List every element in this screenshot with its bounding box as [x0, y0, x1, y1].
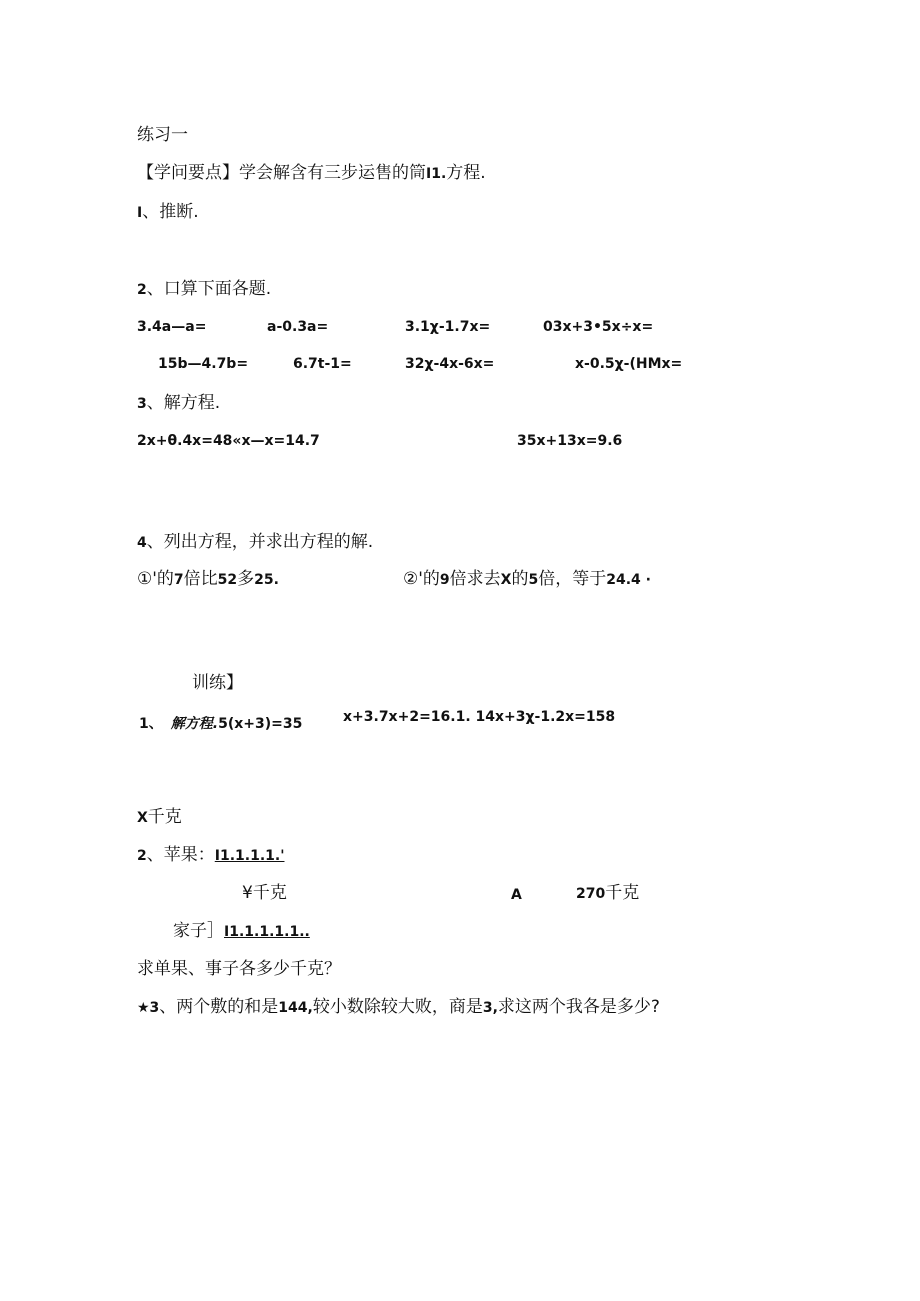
key-points [137, 163, 486, 184]
question-4b-prefix: ②'的 [403, 569, 440, 589]
apple-question: 求单果、事子各多少千克？ [137, 959, 341, 979]
question-4b [403, 569, 651, 590]
star-question-number: ★3 [137, 1000, 160, 1016]
equation: 2x+θ.4x=48«x—x=14.7 [137, 433, 320, 449]
mental-math-item: 3.4a—a= [137, 319, 207, 335]
training-item-label: 解方程. [170, 716, 219, 732]
question-1-text: 、推断. [142, 202, 199, 222]
star-question-num: 144, [278, 1000, 313, 1016]
yen-symbol: ¥ [242, 883, 253, 903]
question-2-number: 2 [137, 282, 147, 298]
apple-row [137, 845, 284, 866]
star-question-3 [137, 997, 660, 1018]
page-title: 练习一 [137, 125, 188, 145]
question-1 [137, 202, 199, 223]
total-number: 270 [576, 886, 606, 902]
x-variable: X [137, 810, 148, 826]
x-kilograms [137, 807, 182, 828]
family-row [173, 921, 310, 942]
mental-math-item: 3.1χ-1.7x= [405, 319, 491, 335]
question-4b-num: 9 [439, 572, 450, 588]
question-3-text: 、解方程. [146, 393, 221, 413]
question-3-number: 3 [137, 396, 147, 412]
question-4b-text: 的 [511, 569, 529, 589]
yen-kilograms [242, 883, 287, 903]
question-2 [137, 279, 271, 300]
a-mark: A [511, 887, 522, 903]
apple-line: I1.1.1.1.' [214, 848, 285, 864]
question-4-number: 4 [137, 535, 147, 551]
mental-math-item: 32χ-4x-6x= [405, 356, 495, 372]
question-4a-num: 7 [173, 572, 184, 588]
question-1-number: I [137, 205, 143, 221]
question-4a-text: 多 [237, 569, 255, 589]
question-4b-text: 倍，等于 [538, 569, 607, 589]
question-4-text: 、列出方程，并求出方程的解. [146, 532, 374, 552]
apple-number: 2 [137, 848, 147, 864]
star-question-text: 求这两个我各是多少? [497, 997, 660, 1017]
training-equations: x+3.7x+2=16.1. 14x+3χ-1.2x=158 [343, 709, 616, 725]
key-points-tail: 方程. [446, 163, 486, 183]
star-question-num: 3, [482, 1000, 498, 1016]
training-item-1 [139, 713, 302, 734]
family-label: 家子］ [173, 921, 224, 941]
question-4a [137, 569, 279, 590]
question-4a-num: 52 [217, 572, 238, 588]
x-unit: 千克 [147, 807, 182, 827]
mental-math-item: 15b—4.7b= [158, 356, 249, 372]
question-4a-text: 倍比 [183, 569, 218, 589]
mental-math-item: a-0.3a= [267, 319, 329, 335]
yen-unit: 千克 [252, 883, 287, 903]
question-4a-num: 25. [254, 572, 279, 588]
mental-math-item: x-0.5χ-(HMx= [575, 356, 683, 372]
apple-label: 、苹果： [146, 845, 215, 865]
question-3 [137, 393, 220, 414]
question-4b-num: X [500, 572, 512, 588]
training-item-equation: 5(x+3)=35 [218, 716, 303, 732]
training-heading: 训练】 [192, 673, 243, 693]
star-question-text: 、两个敷的和是 [159, 997, 279, 1017]
mental-math-item: 03x+3•5x÷x= [543, 319, 654, 335]
key-points-label: 【学问要点】 [137, 163, 239, 183]
family-line: I1.1.1.1.1.. [224, 924, 310, 940]
equation: 35x+13x=9.6 [517, 433, 623, 449]
star-question-text: 较小数除较大败，商是 [312, 997, 483, 1017]
training-item-number: 1、 [139, 716, 163, 732]
total-unit: 千克 [605, 883, 640, 903]
total-kilograms [576, 883, 639, 904]
question-4b-num: 5 [528, 572, 539, 588]
question-2-text: 、口算下面各题. [146, 279, 272, 299]
question-4 [137, 532, 373, 553]
question-4a-prefix: ①'的 [137, 569, 174, 589]
key-points-bold: I1. [426, 166, 447, 182]
mental-math-item: 6.7t-1= [293, 356, 352, 372]
key-points-text: 学会解含有三步运售的筒 [239, 163, 426, 183]
question-4b-num: 24.4 · [606, 572, 651, 588]
question-4b-text: 倍求去 [449, 569, 501, 589]
